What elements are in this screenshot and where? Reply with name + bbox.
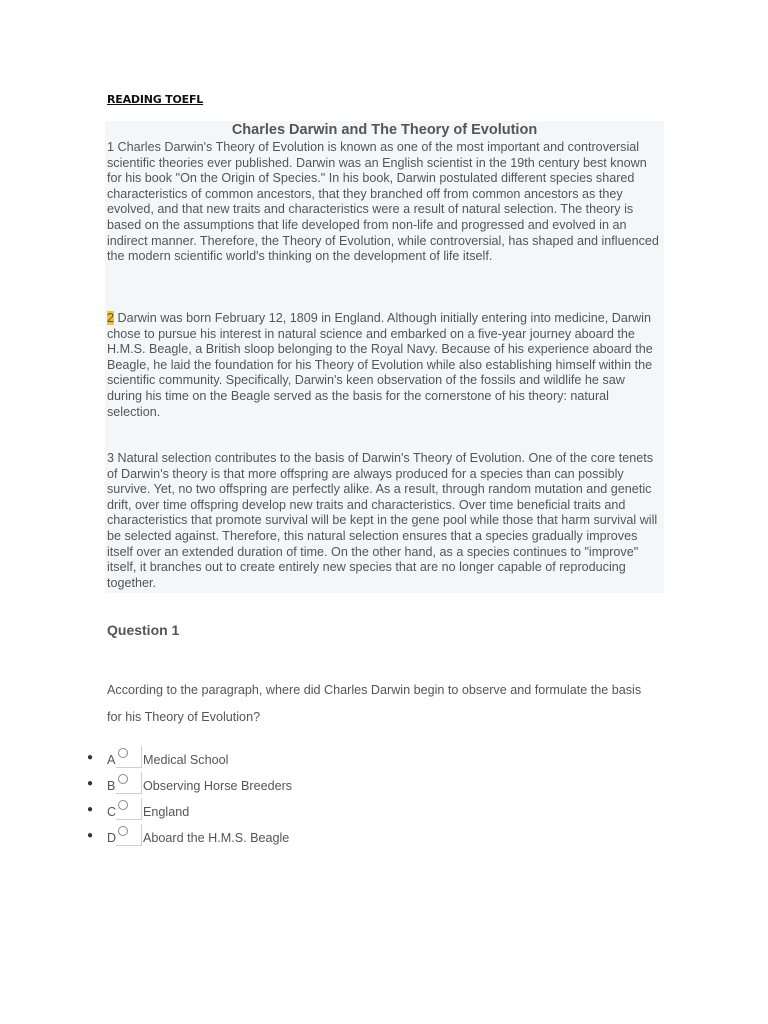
paragraph-1 — [107, 140, 663, 265]
option-letter: B — [107, 779, 116, 793]
radio-container — [116, 824, 142, 846]
answer-option-d[interactable] — [0, 824, 400, 850]
bullet-icon: ● — [87, 752, 94, 763]
paragraph-text: Natural selection contributes to the basis of Darwin's Theory of Evolution. One of the core tenets of Darwin's theory is that more offspring are always produced for a species than can possibly survive. Yet, no two offspring are perfectly alike. As a result, through random mutation and genetic drift, over time offspring develop new traits and characteristics. Over time beneficial traits and characteristics that promote survival will be kept in the gene pool while those that harm survival will be selected against. Therefore, this natural selection ensures that a species gradually improves itself over an extended duration of time. On the other hand, as a species continues to "improve" itself, it branches out to create entirely new species that are no longer capable of reproducing together. — [107, 451, 658, 590]
question-prompt: According to the paragraph, where did Charles Darwin begin to observe and formulate the basis for his Theory of Evolution? — [107, 683, 642, 724]
bullet-icon: ● — [87, 778, 94, 789]
option-label[interactable]: Medical School — [143, 753, 229, 767]
radio-button-c[interactable] — [118, 800, 128, 810]
paragraph-number: 3 — [107, 451, 115, 465]
radio-container — [116, 772, 142, 794]
page-header-label: READING TOEFL — [107, 93, 204, 106]
bullet-icon: ● — [87, 804, 94, 815]
radio-button-b[interactable] — [118, 774, 128, 784]
paragraph-text: Darwin was born February 12, 1809 in England. Although initially entering into medicine, Darwin chose to pursue his interest in natural science and embarked on a five-year journey aboard the H.M.S. Beagle, a British sloop belonging to the Royal Navy. Because of his experience aboard the Beagle, he laid the foundation for his Theory of Evolution while also establishing himself within the scientific community. Specifically, Darwin's keen observation of the fossils and wildlife he saw during his time on the Beagle served as the basis for the cornerstone of his theory: natural selection. — [107, 311, 653, 419]
answer-option-c[interactable] — [0, 798, 400, 824]
answer-option-b[interactable] — [0, 772, 400, 798]
passage-title: Charles Darwin and The Theory of Evolution — [231, 122, 538, 138]
paragraph-2 — [107, 311, 663, 420]
paragraph-text: Charles Darwin's Theory of Evolution is known as one of the most important and controversial scientific theories ever published. Darwin was an English scientist in the 19th century best known for his book "On the Origin of Species." In his book, Darwin postulated different species shared characteristics of common ancestors, that they branched off from common ancestors as they evolved, and that new traits and characteristics were a result of natural selection. The theory is based on the assumptions that life developed from non-life and progressed and evolved in an indirect manner. Therefore, the Theory of Evolution, while controversial, has shaped and influenced the modern scientific world's thinking on the development of life itself. — [107, 140, 659, 264]
radio-button-a[interactable] — [118, 748, 128, 758]
option-label[interactable]: England — [143, 805, 190, 819]
option-letter: C — [107, 805, 117, 819]
answer-options — [0, 746, 400, 850]
reading-passage — [105, 121, 664, 593]
option-label[interactable]: Observing Horse Breeders — [143, 779, 293, 793]
paragraph-3 — [107, 451, 663, 591]
option-letter: A — [107, 753, 116, 767]
question-title: Question 1 — [107, 622, 180, 638]
highlighted-paragraph-number: 2 — [107, 311, 115, 325]
bullet-icon: ● — [87, 830, 94, 841]
answer-option-a[interactable] — [0, 746, 400, 772]
option-letter: D — [107, 831, 117, 845]
radio-button-d[interactable] — [118, 826, 128, 836]
paragraph-number: 1 — [107, 140, 115, 154]
option-label[interactable]: Aboard the H.M.S. Beagle — [143, 831, 290, 845]
radio-container — [116, 798, 142, 820]
radio-container — [116, 746, 142, 768]
